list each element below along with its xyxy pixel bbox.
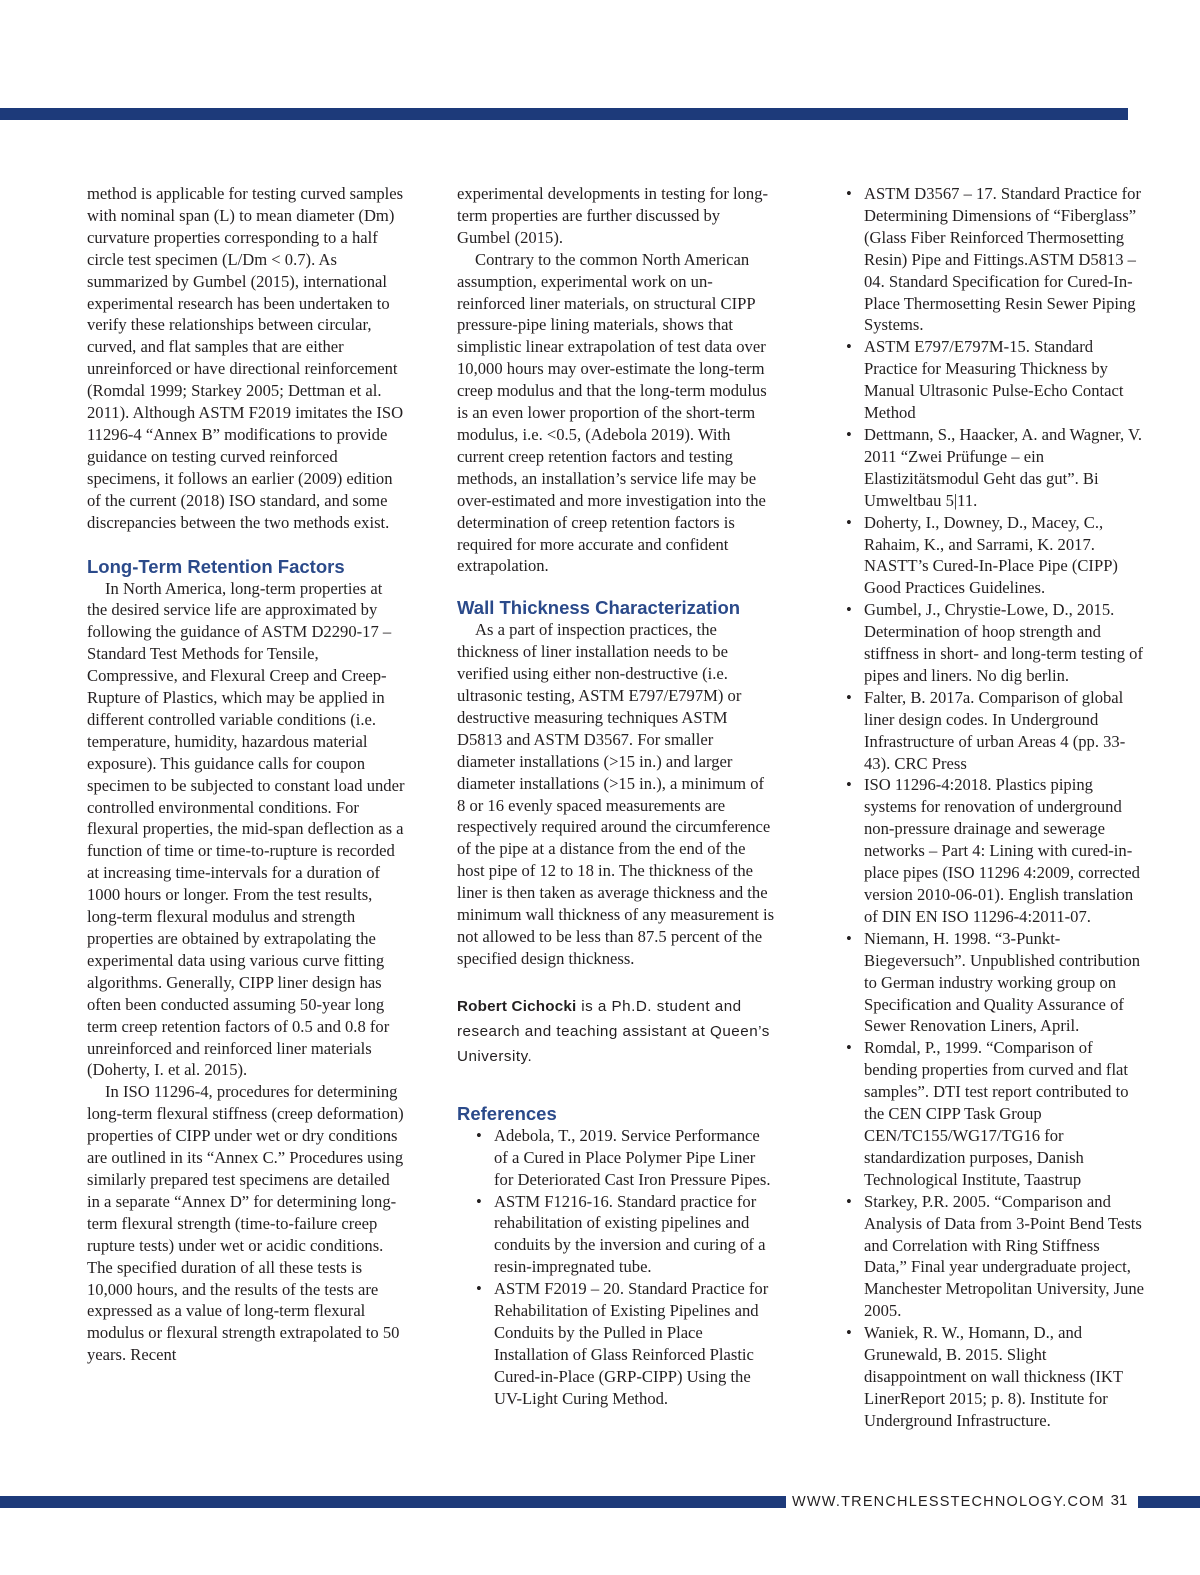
reference-item: • Romdal, P., 1999. “Comparison of bending properties from curved and flat samples”. DTI test report contributed to the CEN CIPP Task Group CEN/TC155/WG17/TG16 for standardization purposes, Danish Technological Institute, Taastrup	[846, 1037, 1146, 1190]
section-heading-wall-thickness: Wall Thickness Characterization	[457, 597, 741, 619]
footer-url: WWW.TRENCHLESSTECHNOLOGY.COM	[792, 1494, 1105, 1510]
reference-item: • Niemann, H. 1998. “3-Punkt-Biegeversuch”. Unpublished contribution to German industry working group on Specification and Quality Assurance of Sewer Renovation Liners, April.	[846, 928, 1146, 1038]
references-list	[476, 1125, 775, 1410]
page-number: 31	[1110, 1492, 1128, 1509]
top-header-bar	[0, 108, 1128, 120]
reference-item: • Falter, B. 2017a. Comparison of global liner design codes. In Underground Infrastructure of urban Areas 4 (pp. 33-43). CRC Press	[846, 687, 1146, 775]
body-paragraph: experimental developments in testing for long-term properties are further discussed by Gumbel (2015).	[457, 184, 769, 247]
footer-bar-right	[1138, 1496, 1200, 1508]
body-paragraph: In North America, long-term properties at the desired service life are approximated by following the guidance of ASTM D2290-17 – Standard Test Methods for Tensile, Compressive, and Flexural Creep and Creep-Rupture of Plastics, which may be applied in different controlled variable conditions (i.e. temperature, humidity, hazardous material exposure). This guidance calls for coupon specimen to be subjected to constant load under controlled environmental conditions. For flexural properties, the mid-span deflection as a function of time or time-to-rupture is recorded at increasing time-intervals for a duration of 1000 hours or longer. From the test results, long-term flexural modulus and strength properties are obtained by extrapolating the experimental data using various curve fitting algorithms. Generally, CIPP liner design has often been conducted assuming 50-year long term creep retention factors of 0.5 and 0.8 for unreinforced and reinforced liner materials (Doherty, I. et al. 2015).	[87, 578, 405, 1080]
author-bio-text: is a Ph.D. student and research and teaching assistant at Queen’s University.	[457, 997, 770, 1065]
reference-item: • Adebola, T., 2019. Service Performance of a Cured in Place Polymer Pipe Liner for Deteriorated Cast Iron Pressure Pipes.	[476, 1125, 775, 1191]
reference-item: • ISO 11296-4:2018. Plastics piping systems for renovation of underground non-pressure drainage and sewerage networks – Part 4: Lining with cured-in-place pipes (ISO 11296 4:2009, corrected version 2010-06-01). English translation of DIN EN ISO 11296-4:2011-07.	[846, 774, 1146, 927]
reference-item: • ASTM F2019 – 20. Standard Practice for Rehabilitation of Existing Pipelines and Conduits by the Pulled in Place Installation of Glass Reinforced Plastic Cured-in-Place (GRP-CIPP) Using the UV-Light Curing Method.	[476, 1278, 775, 1409]
body-paragraph: method is applicable for testing curved samples with nominal span (L) to mean diameter (Dm) curvature properties corresponding to a half circle test specimen (L/Dm < 0.7). As summarized by Gumbel (2015), international experimental research has been undertaken to verify these relationships between circular, curved, and flat samples that are either unreinforced or have directional reinforcement (Romdal 1999; Starkey 2005; Dettman et al. 2011). Although ASTM F2019 imitates the ISO 11296-4 “Annex B” modifications to provide guidance on testing curved reinforced specimens, it follows an earlier (2009) edition of the current (2018) ISO standard, and some discrepancies between the two methods exist.	[87, 184, 404, 532]
reference-item: • Dettmann, S., Haacker, A. and Wagner, V. 2011 “Zwei Prüfunge – ein Elastizitätsmodul Geht das gut”. Bi Umweltbau 5|11.	[846, 424, 1146, 512]
reference-item: • Waniek, R. W., Homann, D., and Grunewald, B. 2015. Slight disappointment on wall thickness (IKT LinerReport 2015; p. 8). Institute for Underground Infrastructure.	[846, 1322, 1146, 1432]
author-bio	[457, 994, 775, 1069]
references-heading: References	[457, 1102, 557, 1124]
section-heading-retention: Long-Term Retention Factors	[87, 555, 345, 577]
column-2	[457, 183, 775, 1410]
reference-item: • Starkey, P.R. 2005. “Comparison and Analysis of Data from 3-Point Bend Tests and Correlation with Ring Stiffness Data,” Final year undergraduate project, Manchester Metropolitan University, June 2005.	[846, 1191, 1146, 1322]
body-paragraph: As a part of inspection practices, the thickness of liner installation needs to be verified using either non-destructive (i.e. ultrasonic testing, ASTM E797/E797M) or destructive measuring techniques ASTM D5813 and ASTM D3567. For smaller diameter installations (>15 in.) and larger diameter installations (>15 in.), a minimum of 8 or 16 evenly spaced measurements are respectively required around the circumference of the pipe at a distance from the end of the host pipe of 12 to 18 in. The thickness of the liner is then taken as average thickness and the minimum wall thickness of any measurement is not allowed to be less than 87.5 percent of the specified design thickness.	[457, 620, 775, 968]
reference-item: • ASTM D3567 – 17. Standard Practice for Determining Dimensions of “Fiberglass” (Glass Fiber Reinforced Thermosetting Resin) Pipe and Fittings.ASTM D5813 – 04. Standard Specification for Cured-In-Place Thermosetting Resin Sewer Piping Systems.	[846, 183, 1146, 336]
body-paragraph: Contrary to the common North American assumption, experimental work on un-reinforced liner materials, on structural CIPP pressure-pipe lining materials, shows that simplistic linear extrapolation of test data over 10,000 hours may over-estimate the long-term creep modulus and that the long-term modulus is an even lower proportion of the short-term modulus, i.e. <0.5, (Adebola 2019). With current creep retention factors and testing methods, an installation’s service life may be over-estimated and more investigation into the determination of creep retention factors is required for more accurate and confident extrapolation.	[457, 249, 767, 576]
column-3	[846, 183, 1146, 1432]
body-paragraph: In ISO 11296-4, procedures for determining long-term flexural stiffness (creep deformation) properties of CIPP under wet or dry conditions are outlined in its “Annex C.” Procedures using similarly prepared test specimens are detailed in a separate “Annex D” for determining long-term flexural strength (time-to-failure creep rupture tests) under wet or acidic conditions. The specified duration of all these tests is 10,000 hours, and the results of the tests are expressed as a value of long-term flexural modulus or flexural strength extrapolated to 50 years. Recent	[87, 1082, 404, 1365]
author-name: Robert Cichocki	[457, 997, 577, 1015]
reference-item: • Gumbel, J., Chrystie-Lowe, D., 2015. Determination of hoop strength and stiffness in short- and long-term testing of pipes and liners. No dig berlin.	[846, 599, 1146, 687]
footer-bar-left	[0, 1496, 786, 1508]
reference-item: • Doherty, I., Downey, D., Macey, C., Rahaim, K., and Sarrami, K. 2017. NASTT’s Cured-In-Place Pipe (CIPP) Good Practices Guidelines.	[846, 512, 1146, 600]
reference-item: • ASTM F1216-16. Standard practice for rehabilitation of existing pipelines and conduits by the inversion and curing of a resin-impregnated tube.	[476, 1191, 775, 1279]
reference-item: • ASTM E797/E797M-15. Standard Practice for Measuring Thickness by Manual Ultrasonic Pulse-Echo Contact Method	[846, 336, 1146, 424]
column-1	[87, 183, 405, 1366]
references-list-continued	[846, 183, 1146, 1432]
